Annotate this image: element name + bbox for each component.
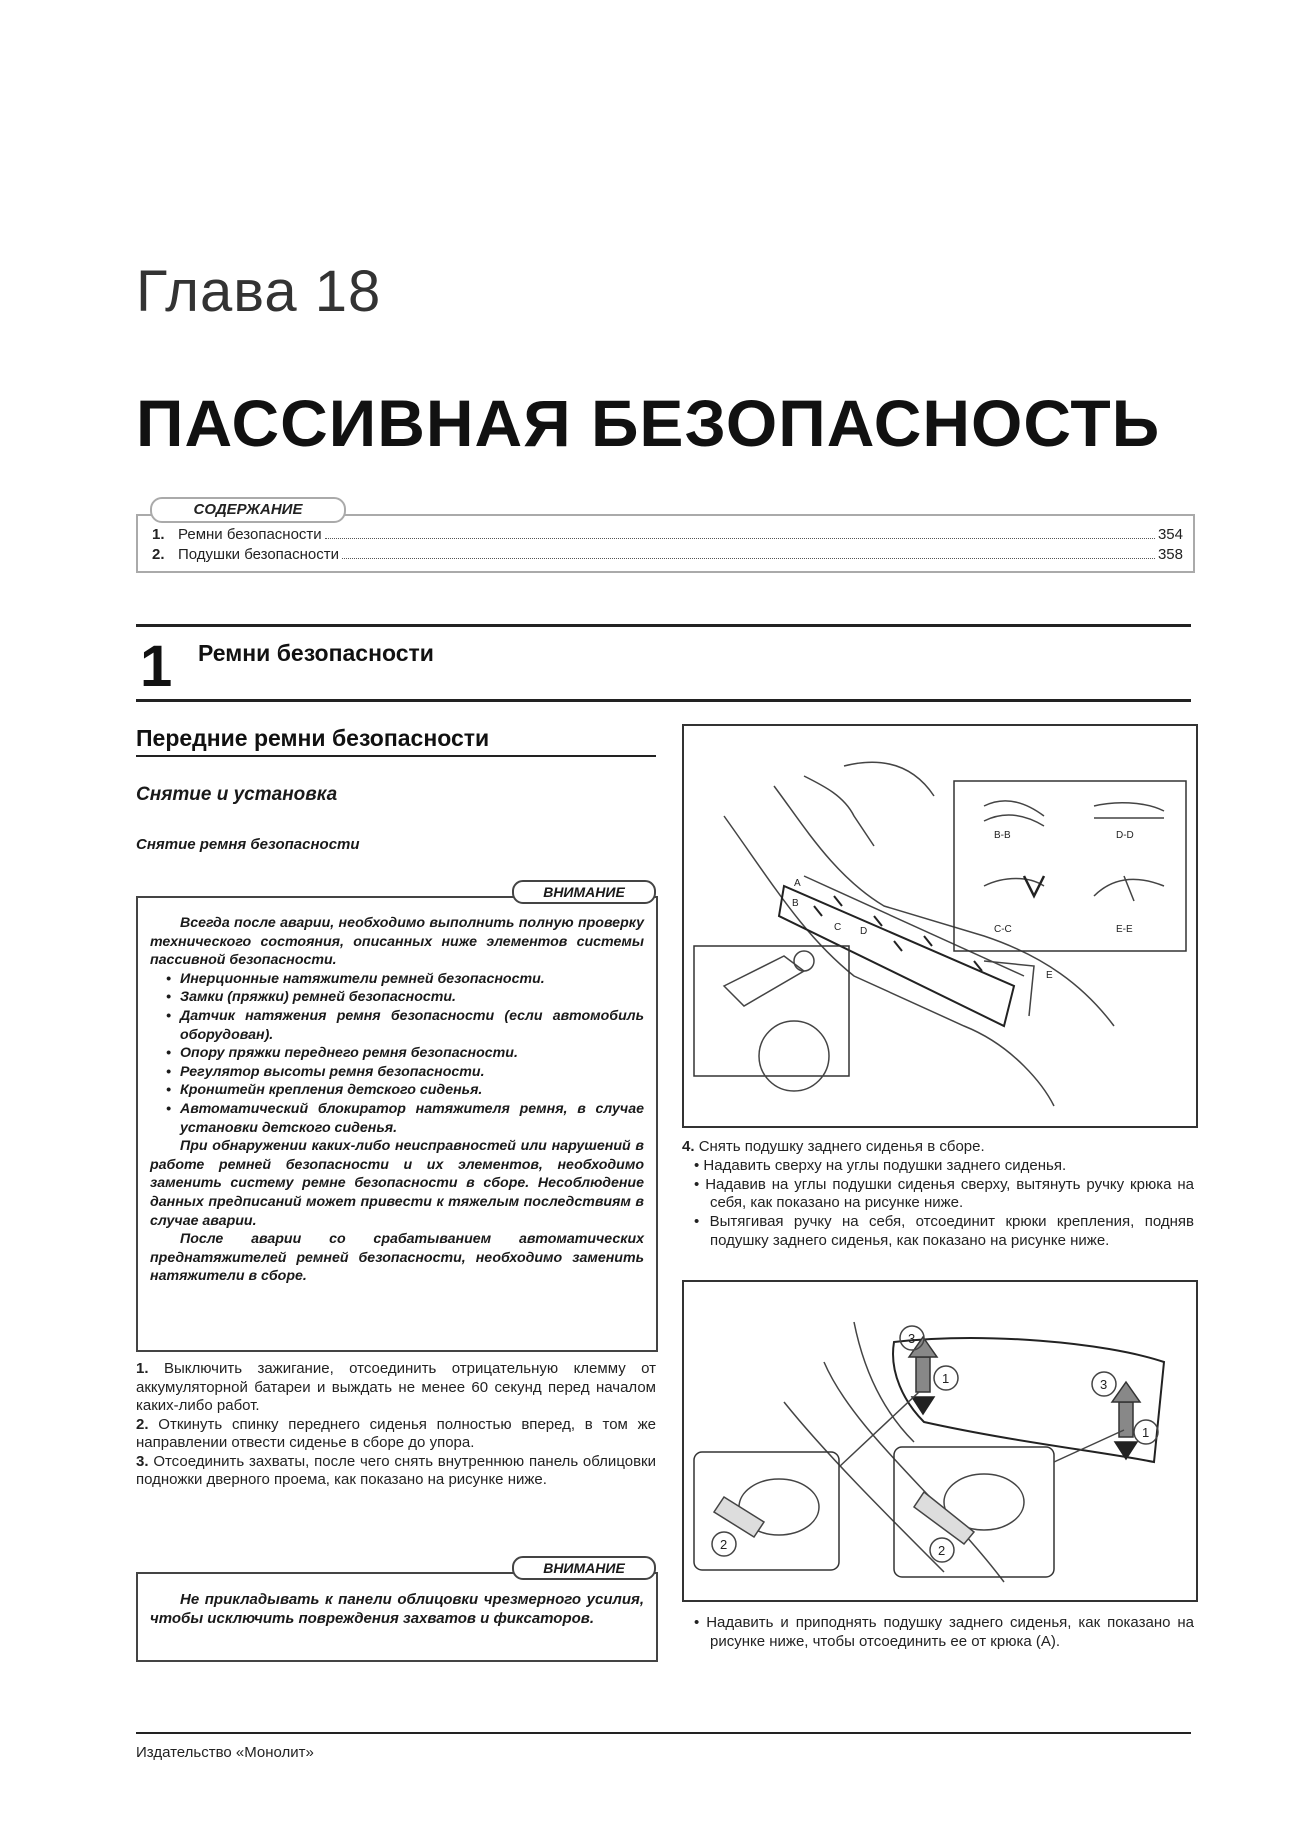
section-bottom-rule bbox=[136, 699, 1191, 702]
callout-number: 1 bbox=[1142, 1425, 1150, 1440]
figure-label: B-B bbox=[994, 830, 1011, 841]
step-item bbox=[136, 1416, 656, 1453]
figure-door-sill-trim bbox=[682, 724, 1198, 1128]
warning-box bbox=[136, 1572, 658, 1662]
toc-item[interactable] bbox=[152, 526, 1183, 543]
warning-list-item: • Регулятор высоты ремня безопасности. bbox=[150, 1063, 644, 1082]
warning-box bbox=[136, 896, 658, 1352]
toc-item[interactable] bbox=[152, 546, 1183, 563]
figure-label: D bbox=[860, 926, 868, 937]
toc-item-number: 2. bbox=[152, 546, 165, 563]
toc-item-number: 1. bbox=[152, 526, 165, 543]
warning-paragraph: После аварии со срабатыванием автоматических преднатяжителей ремней безопасности, необходимо заменить натяжители в сборе. bbox=[150, 1231, 644, 1285]
figure-label: E-E bbox=[1116, 924, 1133, 935]
warning-intro: Всегда после аварии, необходимо выполнить полную проверку технического состояния, описанных ниже элементов системы пассивной безопасности. bbox=[150, 915, 644, 969]
warning-list bbox=[150, 970, 644, 1137]
chapter-label: Глава 18 bbox=[136, 259, 382, 324]
warning-label: ВНИМАНИЕ bbox=[512, 1556, 656, 1580]
callout-number: 3 bbox=[1100, 1377, 1108, 1392]
toc-item-page: 358 bbox=[1157, 546, 1183, 563]
step-number: 4. bbox=[682, 1138, 695, 1155]
callout-number: 2 bbox=[720, 1537, 728, 1552]
figure-rear-seat-cushion bbox=[682, 1280, 1198, 1602]
step-item bbox=[682, 1138, 1194, 1157]
footer-rule bbox=[136, 1732, 1191, 1734]
step-bullet: • Надавить и приподнять подушку заднего сиденья, как показано на рисунке ниже, чтобы отсоединить ее от крюка (А). bbox=[694, 1614, 1194, 1650]
callout-number: 1 bbox=[942, 1371, 950, 1386]
figure-label: A bbox=[794, 878, 801, 889]
step-number: 2. bbox=[136, 1415, 149, 1433]
heading-removal-installation: Снятие и установка bbox=[136, 784, 338, 805]
step-bullet: • Надавить сверху на углы подушки заднего сиденья. bbox=[694, 1156, 1067, 1174]
page-title: ПАССИВНАЯ БЕЗОПАСНОСТЬ bbox=[136, 386, 1161, 460]
toc-item-text: Подушки безопасности bbox=[178, 546, 340, 563]
warning-list-item: • Опору пряжки переднего ремня безопасности. bbox=[150, 1044, 644, 1063]
figure-label: E bbox=[1046, 970, 1053, 981]
warning-list-item: • Инерционные натяжители ремней безопасности. bbox=[150, 970, 644, 989]
warning-paragraph: При обнаружении каких-либо неисправностей или нарушений в работе ремней безопасности и их элементов, необходимо заменить систему ремне безопасности в сборе. Несоблюдение данных предписаний может привести к тяжелым последствиям в случае аварии. bbox=[150, 1138, 644, 1229]
step-item bbox=[136, 1453, 656, 1490]
warning-list-item: • Датчик натяжения ремня безопасности (если автомобиль оборудован). bbox=[150, 1007, 644, 1044]
figure-label: C bbox=[834, 922, 842, 933]
callout-number: 2 bbox=[938, 1543, 946, 1558]
subsection-title: Передние ремни безопасности bbox=[136, 725, 490, 751]
toc-label: СОДЕРЖАНИЕ bbox=[150, 497, 346, 523]
heading-belt-removal: Снятие ремня безопасности bbox=[136, 836, 360, 853]
procedure-steps bbox=[136, 1360, 656, 1490]
step-number: 1. bbox=[136, 1360, 149, 1377]
figure-label: B bbox=[792, 898, 799, 909]
step-bullet-text: Вытягивая ручку на себя, отсоединит крюки крепления, подняв подушку заднего сиденья, как показано на рисунке ниже. bbox=[709, 1213, 1194, 1249]
section-title: Ремни безопасности bbox=[198, 640, 434, 666]
warning-label: ВНИМАНИЕ bbox=[512, 880, 656, 904]
step-bullet: • Надавив на углы подушки сиденья сверху, вытянуть ручку крюка на себя, как показано на рисунке ниже. bbox=[694, 1175, 1195, 1212]
toc-dot-leader bbox=[325, 538, 1155, 539]
step-text: Отсоединить захваты, после чего снять внутреннюю панель облицовки подножки дверного проема, как показано на рисунке ниже. bbox=[136, 1452, 656, 1488]
step-text: Выключить зажигание, отсоединить отрицательную клемму от аккумуляторной батареи и выждать не менее 60 секунд перед началом каких-либо работ. bbox=[136, 1360, 656, 1414]
figure-label: C-C bbox=[994, 924, 1012, 935]
publisher-footer: Издательство «Монолит» bbox=[136, 1744, 314, 1761]
warning-list-item: • Замки (пряжки) ремней безопасности. bbox=[150, 988, 644, 1007]
after-figure-text bbox=[682, 1614, 1194, 1652]
section-top-rule bbox=[136, 624, 1191, 627]
step-bullet-text: Надавить и приподнять подушку заднего сиденья, как показано на рисунке ниже, чтобы отсоединить ее от крюка (А). bbox=[706, 1614, 1194, 1650]
figure-label: D-D bbox=[1116, 830, 1134, 841]
step-text: Откинуть спинку переднего сиденья полностью вперед, в том же направлении отвести сиденье в сборе до упора. bbox=[136, 1415, 657, 1451]
callout-number: 3 bbox=[908, 1331, 916, 1346]
step-text: Снять подушку заднего сиденья в сборе. bbox=[698, 1138, 985, 1155]
step-4-block bbox=[682, 1138, 1194, 1251]
step-number: 3. bbox=[136, 1452, 149, 1470]
step-item bbox=[136, 1360, 656, 1416]
step-bullet-text: Надавить сверху на углы подушки заднего сиденья. bbox=[703, 1156, 1067, 1174]
warning-list-item: • Кронштейн крепления детского сиденья. bbox=[150, 1081, 644, 1100]
toc-item-page: 354 bbox=[1157, 526, 1183, 543]
section-number: 1 bbox=[140, 634, 173, 699]
toc-item-text: Ремни безопасности bbox=[178, 526, 322, 543]
step-bullet-text: Надавив на углы подушки сиденья сверху, вытянуть ручку крюка на себя, как показано на рисунке ниже. bbox=[705, 1175, 1195, 1212]
subsection-rule bbox=[136, 755, 656, 757]
step-bullet: • Вытягивая ручку на себя, отсоединит крюки крепления, подняв подушку заднего сиденья, как показано на рисунке ниже. bbox=[694, 1213, 1194, 1249]
warning-list-item: • Автоматический блокиратор натяжителя ремня, в случае установки детского сиденья. bbox=[150, 1100, 644, 1137]
warning-text: Не прикладывать к панели облицовки чрезмерного усилия, чтобы исключить повреждения захватов и фиксаторов. bbox=[150, 1591, 644, 1627]
toc-dot-leader bbox=[342, 558, 1155, 559]
